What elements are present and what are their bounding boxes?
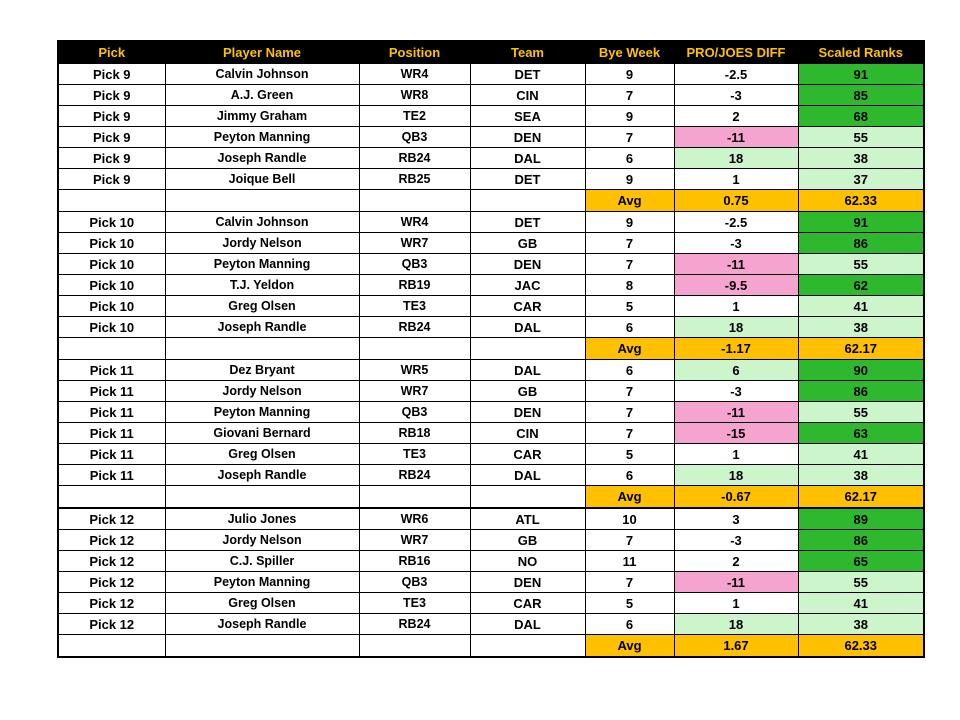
cell-pro-joes-diff: -3 <box>674 530 798 551</box>
cell-position: WR7 <box>359 381 470 402</box>
cell-player-name: Joseph Randle <box>165 465 359 486</box>
cell-scaled-rank: 85 <box>798 85 924 106</box>
avg-label: Avg <box>585 190 674 212</box>
cell-player-name: Peyton Manning <box>165 254 359 275</box>
cell-scaled-rank: 89 <box>798 508 924 530</box>
cell-pick: Pick 11 <box>58 402 165 423</box>
empty-cell <box>470 190 585 212</box>
cell-pick: Pick 10 <box>58 296 165 317</box>
empty-cell <box>470 338 585 360</box>
cell-pro-joes-diff: -2.5 <box>674 64 798 85</box>
cell-bye-week: 7 <box>585 572 674 593</box>
cell-team: DET <box>470 212 585 233</box>
cell-team: CAR <box>470 593 585 614</box>
cell-bye-week: 6 <box>585 465 674 486</box>
cell-team: DEN <box>470 254 585 275</box>
cell-bye-week: 9 <box>585 212 674 233</box>
cell-scaled-rank: 86 <box>798 530 924 551</box>
cell-team: SEA <box>470 106 585 127</box>
cell-bye-week: 7 <box>585 530 674 551</box>
cell-position: TE3 <box>359 444 470 465</box>
cell-bye-week: 5 <box>585 296 674 317</box>
cell-scaled-rank: 41 <box>798 296 924 317</box>
cell-player-name: Greg Olsen <box>165 593 359 614</box>
cell-scaled-rank: 55 <box>798 572 924 593</box>
cell-position: QB3 <box>359 254 470 275</box>
table-row <box>58 64 924 85</box>
cell-pro-joes-diff: -3 <box>674 381 798 402</box>
cell-scaled-rank: 41 <box>798 593 924 614</box>
cell-player-name: Peyton Manning <box>165 402 359 423</box>
cell-pick: Pick 12 <box>58 530 165 551</box>
cell-pick: Pick 10 <box>58 317 165 338</box>
cell-player-name: Jimmy Graham <box>165 106 359 127</box>
cell-scaled-rank: 55 <box>798 127 924 148</box>
cell-scaled-rank: 65 <box>798 551 924 572</box>
draft-pick-table <box>57 40 925 658</box>
cell-bye-week: 7 <box>585 423 674 444</box>
cell-pick: Pick 11 <box>58 423 165 444</box>
empty-cell <box>359 486 470 509</box>
cell-bye-week: 7 <box>585 402 674 423</box>
avg-scaled-rank: 62.17 <box>798 486 924 509</box>
table-row <box>58 212 924 233</box>
cell-pro-joes-diff: 18 <box>674 465 798 486</box>
cell-pro-joes-diff: -11 <box>674 254 798 275</box>
cell-position: WR4 <box>359 212 470 233</box>
table-row <box>58 127 924 148</box>
cell-team: CIN <box>470 85 585 106</box>
cell-scaled-rank: 62 <box>798 275 924 296</box>
cell-position: TE2 <box>359 106 470 127</box>
cell-scaled-rank: 86 <box>798 381 924 402</box>
cell-player-name: Jordy Nelson <box>165 381 359 402</box>
table-row <box>58 296 924 317</box>
cell-team: DAL <box>470 465 585 486</box>
cell-scaled-rank: 86 <box>798 233 924 254</box>
cell-pro-joes-diff: 1 <box>674 444 798 465</box>
cell-position: QB3 <box>359 402 470 423</box>
header-position: Position <box>359 41 470 64</box>
cell-player-name: Joseph Randle <box>165 148 359 169</box>
cell-bye-week: 6 <box>585 148 674 169</box>
header-scaled-ranks: Scaled Ranks <box>798 41 924 64</box>
cell-bye-week: 8 <box>585 275 674 296</box>
table-row <box>58 444 924 465</box>
empty-cell <box>58 486 165 509</box>
table-row <box>58 423 924 444</box>
cell-bye-week: 6 <box>585 317 674 338</box>
cell-position: WR8 <box>359 85 470 106</box>
cell-bye-week: 6 <box>585 360 674 381</box>
cell-pro-joes-diff: 18 <box>674 317 798 338</box>
cell-player-name: Jordy Nelson <box>165 530 359 551</box>
cell-pro-joes-diff: -3 <box>674 233 798 254</box>
cell-position: RB24 <box>359 317 470 338</box>
average-row <box>58 486 924 509</box>
cell-pro-joes-diff: 3 <box>674 508 798 530</box>
cell-pro-joes-diff: 1 <box>674 169 798 190</box>
cell-pro-joes-diff: -11 <box>674 572 798 593</box>
table-row <box>58 106 924 127</box>
cell-pick: Pick 10 <box>58 275 165 296</box>
table-row <box>58 551 924 572</box>
empty-cell <box>359 338 470 360</box>
cell-pro-joes-diff: -11 <box>674 402 798 423</box>
average-row <box>58 338 924 360</box>
table-row <box>58 169 924 190</box>
cell-team: DAL <box>470 148 585 169</box>
cell-pro-joes-diff: -9.5 <box>674 275 798 296</box>
cell-scaled-rank: 63 <box>798 423 924 444</box>
cell-bye-week: 10 <box>585 508 674 530</box>
cell-pro-joes-diff: -15 <box>674 423 798 444</box>
cell-bye-week: 7 <box>585 254 674 275</box>
cell-bye-week: 9 <box>585 64 674 85</box>
avg-diff: 0.75 <box>674 190 798 212</box>
cell-player-name: Calvin Johnson <box>165 64 359 85</box>
table-row <box>58 233 924 254</box>
cell-scaled-rank: 90 <box>798 360 924 381</box>
average-row <box>58 635 924 658</box>
cell-bye-week: 9 <box>585 169 674 190</box>
cell-player-name: A.J. Green <box>165 85 359 106</box>
cell-bye-week: 9 <box>585 106 674 127</box>
cell-position: RB24 <box>359 148 470 169</box>
cell-team: CAR <box>470 296 585 317</box>
cell-pro-joes-diff: -11 <box>674 127 798 148</box>
cell-player-name: Joseph Randle <box>165 614 359 635</box>
cell-bye-week: 7 <box>585 85 674 106</box>
empty-cell <box>470 635 585 658</box>
cell-position: TE3 <box>359 593 470 614</box>
cell-pick: Pick 9 <box>58 148 165 169</box>
cell-pro-joes-diff: 18 <box>674 614 798 635</box>
cell-bye-week: 5 <box>585 444 674 465</box>
cell-team: DAL <box>470 360 585 381</box>
cell-pick: Pick 12 <box>58 572 165 593</box>
cell-scaled-rank: 91 <box>798 212 924 233</box>
cell-team: CAR <box>470 444 585 465</box>
cell-position: WR7 <box>359 233 470 254</box>
cell-pick: Pick 9 <box>58 169 165 190</box>
cell-pick: Pick 9 <box>58 127 165 148</box>
cell-scaled-rank: 41 <box>798 444 924 465</box>
table-row <box>58 572 924 593</box>
cell-bye-week: 7 <box>585 233 674 254</box>
cell-position: TE3 <box>359 296 470 317</box>
cell-position: RB24 <box>359 465 470 486</box>
cell-scaled-rank: 38 <box>798 614 924 635</box>
cell-bye-week: 6 <box>585 614 674 635</box>
empty-cell <box>359 190 470 212</box>
empty-cell <box>58 338 165 360</box>
header-team: Team <box>470 41 585 64</box>
cell-position: WR4 <box>359 64 470 85</box>
header-row <box>58 41 924 64</box>
header-player-name: Player Name <box>165 41 359 64</box>
avg-scaled-rank: 62.17 <box>798 338 924 360</box>
cell-scaled-rank: 38 <box>798 465 924 486</box>
cell-team: ATL <box>470 508 585 530</box>
cell-team: DET <box>470 64 585 85</box>
table-row <box>58 530 924 551</box>
table-row <box>58 275 924 296</box>
avg-label: Avg <box>585 338 674 360</box>
cell-pro-joes-diff: -3 <box>674 85 798 106</box>
cell-player-name: Julio Jones <box>165 508 359 530</box>
cell-team: JAC <box>470 275 585 296</box>
empty-cell <box>165 338 359 360</box>
cell-player-name: T.J. Yeldon <box>165 275 359 296</box>
cell-team: CIN <box>470 423 585 444</box>
table-row <box>58 85 924 106</box>
cell-pro-joes-diff: 2 <box>674 106 798 127</box>
header-pick: Pick <box>58 41 165 64</box>
cell-position: RB18 <box>359 423 470 444</box>
empty-cell <box>165 190 359 212</box>
table-row <box>58 593 924 614</box>
cell-pick: Pick 12 <box>58 551 165 572</box>
empty-cell <box>470 486 585 509</box>
empty-cell <box>58 635 165 658</box>
empty-cell <box>58 190 165 212</box>
cell-position: QB3 <box>359 572 470 593</box>
cell-player-name: Joseph Randle <box>165 317 359 338</box>
cell-pro-joes-diff: 2 <box>674 551 798 572</box>
cell-team: DET <box>470 169 585 190</box>
empty-cell <box>359 635 470 658</box>
cell-pick: Pick 12 <box>58 593 165 614</box>
cell-bye-week: 11 <box>585 551 674 572</box>
table-body <box>58 64 924 658</box>
table-row <box>58 465 924 486</box>
cell-pro-joes-diff: 1 <box>674 296 798 317</box>
header-bye-week: Bye Week <box>585 41 674 64</box>
cell-position: WR7 <box>359 530 470 551</box>
cell-pick: Pick 11 <box>58 360 165 381</box>
cell-player-name: Joique Bell <box>165 169 359 190</box>
cell-team: GB <box>470 381 585 402</box>
cell-pro-joes-diff: 18 <box>674 148 798 169</box>
cell-team: DEN <box>470 127 585 148</box>
avg-scaled-rank: 62.33 <box>798 635 924 658</box>
cell-team: DAL <box>470 614 585 635</box>
cell-position: RB24 <box>359 614 470 635</box>
cell-pick: Pick 9 <box>58 106 165 127</box>
table-row <box>58 254 924 275</box>
cell-scaled-rank: 55 <box>798 402 924 423</box>
cell-pick: Pick 12 <box>58 508 165 530</box>
cell-bye-week: 7 <box>585 127 674 148</box>
cell-scaled-rank: 55 <box>798 254 924 275</box>
cell-team: GB <box>470 530 585 551</box>
cell-position: WR5 <box>359 360 470 381</box>
cell-player-name: Calvin Johnson <box>165 212 359 233</box>
cell-team: DEN <box>470 402 585 423</box>
cell-pro-joes-diff: 6 <box>674 360 798 381</box>
cell-pick: Pick 11 <box>58 444 165 465</box>
cell-pro-joes-diff: 1 <box>674 593 798 614</box>
table-row <box>58 381 924 402</box>
header-pro-joes-diff: PRO/JOES DIFF <box>674 41 798 64</box>
avg-diff: -1.17 <box>674 338 798 360</box>
cell-pick: Pick 10 <box>58 212 165 233</box>
avg-diff: -0.67 <box>674 486 798 509</box>
cell-pick: Pick 12 <box>58 614 165 635</box>
cell-player-name: Giovani Bernard <box>165 423 359 444</box>
cell-team: GB <box>470 233 585 254</box>
cell-scaled-rank: 37 <box>798 169 924 190</box>
cell-position: RB16 <box>359 551 470 572</box>
avg-scaled-rank: 62.33 <box>798 190 924 212</box>
cell-pick: Pick 10 <box>58 254 165 275</box>
avg-label: Avg <box>585 635 674 658</box>
cell-position: RB25 <box>359 169 470 190</box>
cell-player-name: Greg Olsen <box>165 296 359 317</box>
table-row <box>58 508 924 530</box>
average-row <box>58 190 924 212</box>
cell-team: DEN <box>470 572 585 593</box>
cell-team: DAL <box>470 317 585 338</box>
cell-scaled-rank: 91 <box>798 64 924 85</box>
empty-cell <box>165 486 359 509</box>
cell-player-name: Dez Bryant <box>165 360 359 381</box>
cell-scaled-rank: 68 <box>798 106 924 127</box>
cell-scaled-rank: 38 <box>798 148 924 169</box>
cell-bye-week: 5 <box>585 593 674 614</box>
table-row <box>58 148 924 169</box>
cell-bye-week: 7 <box>585 381 674 402</box>
cell-pick: Pick 9 <box>58 85 165 106</box>
cell-pro-joes-diff: -2.5 <box>674 212 798 233</box>
cell-pick: Pick 9 <box>58 64 165 85</box>
cell-player-name: Jordy Nelson <box>165 233 359 254</box>
cell-scaled-rank: 38 <box>798 317 924 338</box>
table-row <box>58 360 924 381</box>
cell-player-name: Peyton Manning <box>165 127 359 148</box>
cell-team: NO <box>470 551 585 572</box>
cell-position: QB3 <box>359 127 470 148</box>
cell-position: WR6 <box>359 508 470 530</box>
table-row <box>58 614 924 635</box>
avg-diff: 1.67 <box>674 635 798 658</box>
table-row <box>58 317 924 338</box>
cell-pick: Pick 11 <box>58 465 165 486</box>
cell-player-name: Greg Olsen <box>165 444 359 465</box>
table-row <box>58 402 924 423</box>
empty-cell <box>165 635 359 658</box>
cell-player-name: Peyton Manning <box>165 572 359 593</box>
cell-pick: Pick 11 <box>58 381 165 402</box>
cell-player-name: C.J. Spiller <box>165 551 359 572</box>
cell-position: RB19 <box>359 275 470 296</box>
avg-label: Avg <box>585 486 674 509</box>
cell-pick: Pick 10 <box>58 233 165 254</box>
